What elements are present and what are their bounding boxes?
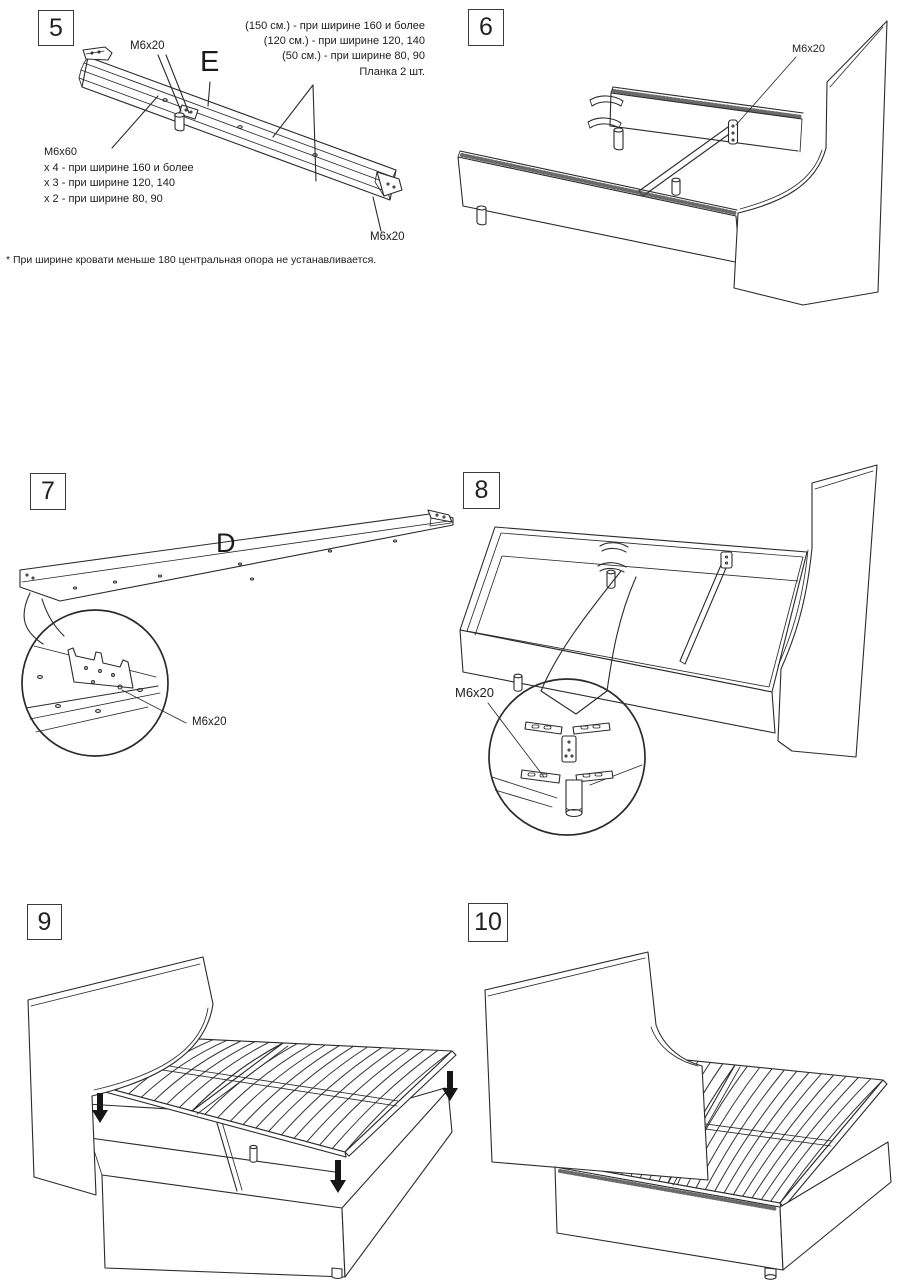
bolt-label-m6x20: M6x20 <box>455 685 495 700</box>
width-option-line: Планка 2 шт. <box>359 65 425 78</box>
step-7-panel <box>0 460 460 860</box>
step-9-number: 9 <box>37 907 52 936</box>
step-7-number-box <box>30 473 66 510</box>
width-option-line: (120 см.) - при ширине 120, 140 <box>263 35 425 48</box>
footboard-rail <box>458 151 740 263</box>
step-7-number: 7 <box>41 477 55 505</box>
headboard <box>485 952 708 1180</box>
step-7-drawing <box>0 460 460 860</box>
step-9-panel <box>0 890 470 1280</box>
step-6-number: 6 <box>479 13 493 41</box>
step-10-number-box <box>468 903 508 942</box>
step-10-number: 10 <box>474 908 502 936</box>
detail-leg-assembly <box>492 722 642 817</box>
width-options-block <box>205 19 425 80</box>
step-8-number: 8 <box>474 476 489 504</box>
step-10-panel <box>440 890 900 1280</box>
corner-bracket-left <box>83 47 112 60</box>
step-6-number-box <box>468 9 504 46</box>
step-8-number-box <box>463 472 500 509</box>
step-5-panel <box>0 0 450 290</box>
step-10-drawing <box>440 890 900 1280</box>
corner-bracket-right <box>375 172 402 196</box>
bolt-qty-line: x 2 - при ширине 80, 90 <box>44 192 163 205</box>
step-9-drawing <box>0 890 470 1280</box>
step-5-number: 5 <box>49 13 63 42</box>
width-option-line: (50 см.) - при ширине 80, 90 <box>282 50 425 63</box>
headboard <box>734 21 887 305</box>
bolt-label-m6x20-top: M6x20 <box>130 40 165 52</box>
plank-d <box>20 513 453 601</box>
detail-bracket <box>68 648 133 689</box>
headboard <box>778 465 877 757</box>
width-option-line: (150 см.) - при ширине 160 и более <box>245 20 425 32</box>
m6x20-leader <box>122 690 186 723</box>
bolt-label-m6x20-bottom: M6x20 <box>370 231 405 243</box>
m6x20-leader <box>488 703 544 777</box>
step-5-number-box <box>38 10 74 46</box>
center-divider <box>680 552 732 664</box>
step-8-drawing <box>440 460 900 870</box>
part-label-d: D <box>216 528 236 558</box>
bolt-label-m6x20: M6x20 <box>192 716 227 728</box>
bolt-qty-line: x 4 - при ширине 160 и более <box>44 161 194 174</box>
front-leg <box>514 674 522 691</box>
step-8-panel <box>440 460 900 870</box>
leg <box>614 128 623 150</box>
bolt-label-m6x20: M6x20 <box>792 43 826 55</box>
part-label-e: E <box>200 46 220 78</box>
left-leg-brackets <box>598 543 628 572</box>
step-6-panel <box>450 0 900 330</box>
bolt-qty-line: x 3 - при ширине 120, 140 <box>44 177 176 190</box>
bolt-qty-block <box>44 145 194 207</box>
leg-and-brackets <box>588 96 623 128</box>
footnote: * При ширине кровати меньше 180 центральная опора не устанавливается. <box>6 254 377 266</box>
step-6-drawing <box>450 0 900 330</box>
detail-plank-underside <box>26 646 160 732</box>
bolt-qty-title: M6x60 <box>44 146 78 158</box>
step-9-number-box <box>27 904 62 940</box>
